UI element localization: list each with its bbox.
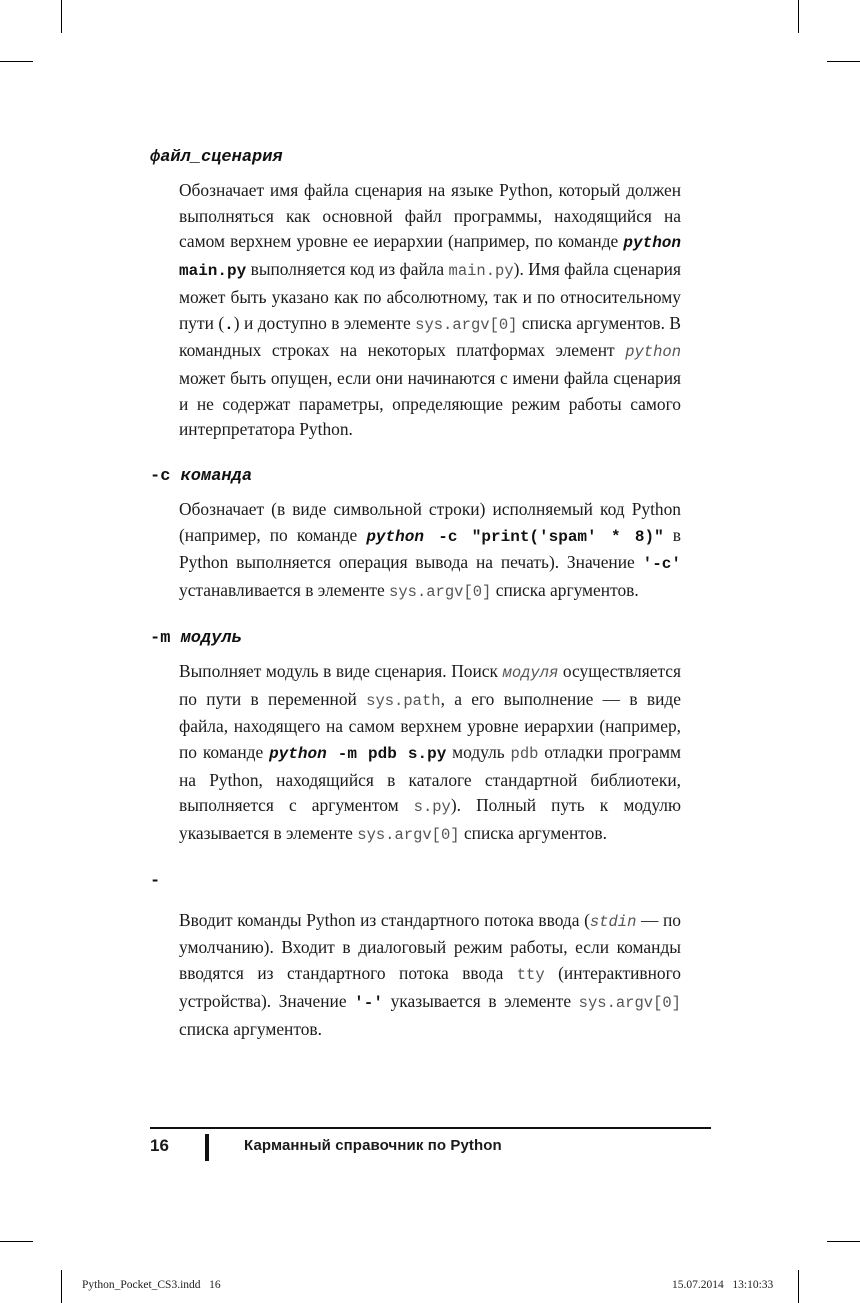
crop-mark	[61, 1270, 62, 1303]
text-run: отладки программ на Python, находящийся в каталоге стандартной библиотеки, выполняется с аргументом	[179, 741, 681, 816]
inline-code: sys.argv[0]	[389, 583, 492, 602]
crop-mark	[827, 1241, 860, 1242]
inline-code: main.py	[179, 262, 247, 281]
text-run: выполняется код из файла	[246, 259, 449, 280]
entry-term: -m модуль	[150, 628, 242, 648]
inline-code: python	[625, 343, 681, 362]
entry-description	[179, 178, 681, 443]
inline-code: python	[623, 234, 681, 253]
text-run: модуль	[446, 741, 511, 762]
inline-code: python	[269, 744, 327, 763]
text-run: Выполняет модуль в виде сценария. Поиск	[179, 660, 503, 681]
text-run: ). Полный путь к модулю указывается в элементе	[179, 795, 681, 844]
running-title: Карманный справочник по Python	[244, 1137, 502, 1154]
page-number: 16	[150, 1136, 169, 1155]
inline-code: -m pdb s.py	[326, 744, 447, 763]
slug-datetime: 15.07.2014 13:10:33	[672, 1279, 774, 1291]
inline-code: модуля	[502, 663, 559, 682]
crop-mark	[798, 0, 799, 33]
text-run: Обозначает имя файла сценария на языке Python, который должен выполняться как основной файл программы, находящийся на самом верхнем уровне ее иерархии (например, по команде	[179, 180, 681, 252]
page-body	[150, 146, 681, 1042]
inline-code: '-c'	[642, 555, 681, 574]
text-run: — по умолчанию). Входит в диалоговый режим работы, если команды вводятся из стандартного потока ввода	[179, 909, 681, 984]
crop-mark	[798, 1270, 799, 1303]
crop-mark	[0, 61, 33, 62]
entry	[150, 870, 681, 1043]
entry-term: -c команда	[150, 467, 253, 487]
text-run: ). Имя файла сценария может быть указано как по абсолютному, так и по относительному пути (	[179, 259, 681, 333]
inline-code: sys.argv[0]	[578, 993, 681, 1012]
text-run: Обозначает (в виде символьной строки) исполняемый код Python (например, по команде	[179, 499, 681, 545]
footer-rule	[150, 1127, 711, 1129]
crop-mark	[827, 61, 860, 62]
text-run: , а его выполнение — в виде файла, находящего на самом верхнем уровне иерархии (например, по команде	[179, 688, 681, 762]
inline-code: sys.path	[366, 691, 441, 710]
entry	[150, 465, 681, 606]
inline-code: sys.argv[0]	[357, 826, 460, 845]
inline-code: -c "print('spam' * 8)"	[423, 527, 664, 546]
text-run: списка аргументов.	[179, 1018, 322, 1039]
text-run: списка аргументов.	[459, 823, 607, 844]
entry	[150, 627, 681, 849]
text-run: списка аргументов. В командных строках на некоторых платформах элемент	[179, 312, 681, 361]
inline-code: stdin	[589, 912, 637, 931]
slug-filename: Python_Pocket_CS3.indd 16	[82, 1279, 221, 1291]
footer-divider	[205, 1134, 209, 1161]
text-run: (интерактивного устройства). Значение	[179, 963, 681, 1011]
inline-code: pdb	[510, 744, 539, 763]
entry-description	[179, 497, 681, 606]
text-run: Вводит команды Python из стандартного потока ввода (	[179, 909, 590, 930]
text-run: в Python выполняется операция вывода на печать). Значение	[179, 524, 681, 573]
crop-mark	[61, 0, 62, 33]
text-run: ) и доступно в элементе	[233, 312, 416, 333]
entry-description	[179, 659, 681, 849]
text-run: устанавливается в элементе	[179, 580, 390, 601]
inline-code: .	[224, 315, 234, 334]
entry-term: -	[150, 871, 161, 891]
inline-code: python	[366, 527, 424, 546]
text-run: осуществляется по пути в переменной	[179, 660, 681, 709]
crop-mark	[0, 1241, 33, 1242]
text-run: может быть опущен, если они начинаются с имени файла сценария и не содержат параметры, определяющие режим работы самого интерпретатора Python.	[179, 367, 681, 440]
text-run: указывается в элементе	[382, 990, 579, 1011]
inline-code: main.py	[448, 262, 514, 281]
inline-code: sys.argv[0]	[415, 315, 518, 334]
inline-code: tty	[516, 966, 545, 985]
entry-term: файл_сценария	[150, 148, 283, 167]
inline-code: '-'	[354, 993, 383, 1012]
entry-description	[179, 908, 681, 1043]
inline-code: s.py	[413, 798, 451, 817]
entry	[150, 146, 681, 443]
text-run: списка аргументов.	[491, 580, 639, 601]
